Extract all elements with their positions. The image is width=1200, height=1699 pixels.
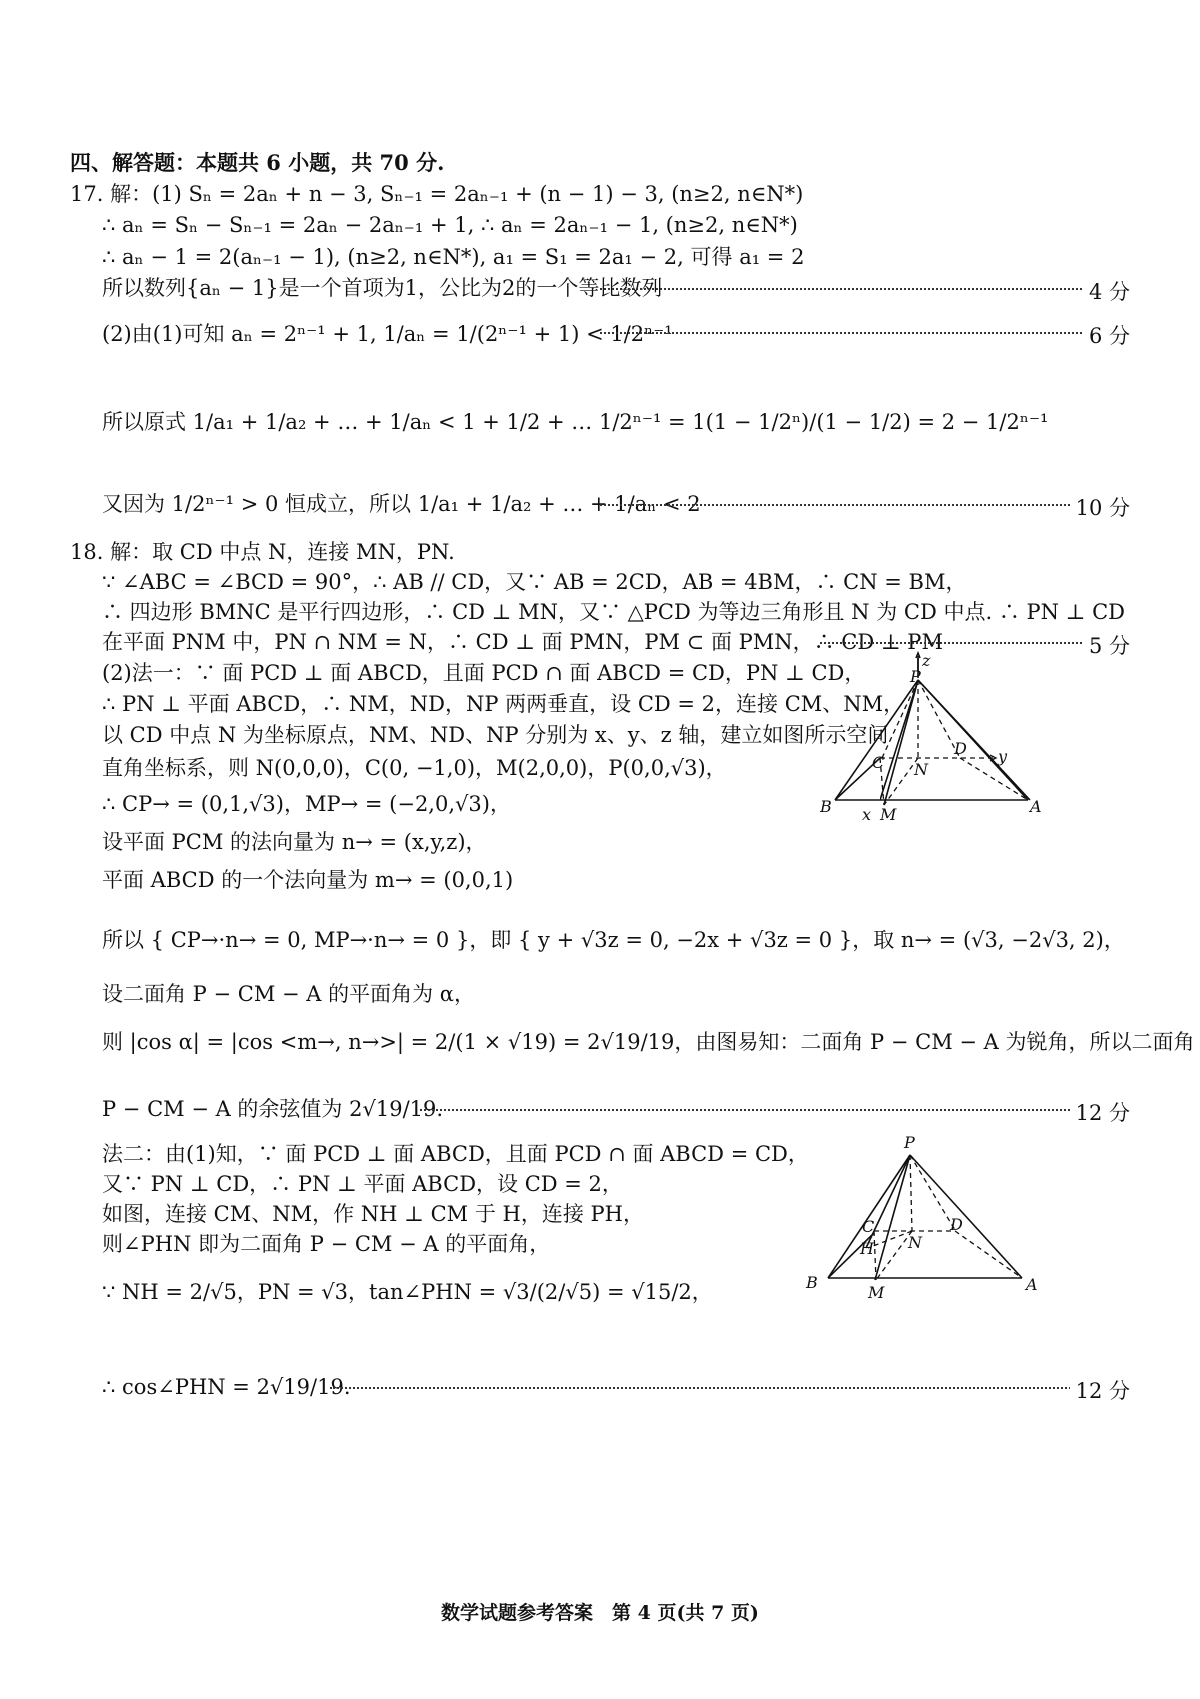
- point-label: x: [862, 805, 872, 824]
- text-line: 则∠PHN 即为二面角 P − CM − A 的平面角，: [102, 1232, 551, 1256]
- text-line: 则 |cos α| = |cos <m→, n→>| = 2/(1 × √19) = 2√19/19，由图易知：二面角 P − CM − A 为锐角，所以二面角: [102, 1030, 1195, 1054]
- text-line: ∴ cos∠PHN = 2√19/19.: [102, 1375, 351, 1399]
- score-leader: [330, 1375, 1130, 1405]
- text-line: 以 CD 中点 N 为坐标原点，NM、ND、NP 分别为 x、y、z 轴，建立如图所示空间: [102, 723, 889, 747]
- score: 12 分: [1070, 1097, 1130, 1127]
- text-line: 如图，连接 CM、NM，作 NH ⊥ CM 于 H，连接 PH，: [102, 1202, 644, 1226]
- point-label: B: [820, 797, 832, 816]
- point-label: M: [868, 1283, 885, 1302]
- text-line: P − CM − A 的余弦值为 2√19/19.: [102, 1097, 444, 1121]
- score-leader: [600, 276, 1130, 306]
- point-label: z: [922, 651, 931, 670]
- text-line: 法二：由(1)知，∵ 面 PCD ⊥ 面 ABCD，且面 PCD ∩ 面 ABCD = CD，: [102, 1142, 809, 1166]
- page-footer: 数学试题参考答案 第 4 页(共 7 页): [441, 1602, 759, 1624]
- text-line: 所以原式 1/a₁ + 1/a₂ + … + 1/aₙ < 1 + 1/2 + … 1/2ⁿ⁻¹ = 1(1 − 1/2ⁿ)/(1 − 1/2) = 2 − 1/2ⁿ⁻¹: [102, 410, 1049, 434]
- text-line: 直角坐标系，则 N(0,0,0)，C(0, −1,0)，M(2,0,0)，P(0,0,√3)，: [102, 756, 727, 780]
- score-leader: [420, 1097, 1130, 1127]
- score: 10 分: [1070, 492, 1130, 522]
- text-line: 又∵ PN ⊥ CD，∴ PN ⊥ 平面 ABCD，设 CD = 2，: [102, 1172, 623, 1196]
- point-label: D: [950, 1215, 963, 1234]
- point-label: y: [998, 747, 1008, 766]
- point-label: N: [914, 760, 928, 779]
- point-label: M: [880, 805, 897, 824]
- point-label: P: [910, 667, 921, 686]
- text-line: (2)法一：∵ 面 PCD ⊥ 面 ABCD，且面 PCD ∩ 面 ABCD = CD，PN ⊥ CD，: [102, 661, 866, 685]
- text-line: ∴ PN ⊥ 平面 ABCD，∴ NM，ND，NP 两两垂直，设 CD = 2，连接 CM、NM，: [102, 692, 905, 716]
- text-line: ∵ NH = 2/√5，PN = √3，tan∠PHN = √3/(2/√5) = √15/2，: [102, 1280, 713, 1304]
- text-line: ∴ aₙ = Sₙ − Sₙ₋₁ = 2aₙ − 2aₙ₋₁ + 1, ∴ aₙ = 2aₙ₋₁ − 1, (n≥2, n∈N*): [102, 213, 798, 237]
- score-leader: [600, 492, 1130, 522]
- score-leader: [600, 320, 1130, 350]
- text-line: 17. 解：(1) Sₙ = 2aₙ + n − 3, Sₙ₋₁ = 2aₙ₋₁ + (n − 1) − 3, (n≥2, n∈N*): [70, 182, 804, 206]
- text-line: ∵ ∠ABC = ∠BCD = 90°，∴ AB // CD，又∵ AB = 2CD，AB = 4BM，∴ CN = BM，: [102, 570, 967, 594]
- point-label: B: [806, 1273, 818, 1292]
- score: 6 分: [1083, 320, 1130, 350]
- pyramid-figure-2: [800, 1130, 1060, 1310]
- text-line: 所以 { CP→·n→ = 0, MP→·n→ = 0 }，即 { y + √3z = 0, −2x + √3z = 0 }，取 n→ = (√3, −2√3, 2)，: [102, 928, 1125, 952]
- text-line: (2)由(1)可知 aₙ = 2ⁿ⁻¹ + 1, 1/aₙ = 1/(2ⁿ⁻¹ + 1) < 1/2ⁿ⁻¹: [102, 322, 673, 346]
- text-line: ∴ CP→ = (0,1,√3)，MP→ = (−2,0,√3)，: [102, 792, 511, 816]
- section-title: 四、解答题：本题共 6 小题，共 70 分.: [70, 150, 445, 175]
- score: 12 分: [1070, 1375, 1130, 1405]
- point-label: A: [1026, 1275, 1038, 1294]
- point-label: P: [904, 1133, 915, 1152]
- point-label: H: [860, 1239, 874, 1258]
- point-label: C: [872, 753, 885, 772]
- point-label: N: [908, 1233, 922, 1252]
- point-label: A: [1030, 797, 1042, 816]
- point-label: C: [862, 1217, 875, 1236]
- score: 4 分: [1083, 276, 1130, 306]
- text-line: 在平面 PNM 中，PN ∩ NM = N，∴ CD ⊥ 面 PMN，PM ⊂ 面 PMN，∴ CD ⊥ PM: [102, 630, 943, 654]
- point-label: D: [954, 739, 967, 758]
- text-line: 平面 ABCD 的一个法向量为 m→ = (0,0,1): [102, 868, 514, 892]
- pyramid-figure-1: [820, 650, 1060, 830]
- text-line: 设二面角 P − CM − A 的平面角为 α，: [102, 982, 475, 1006]
- text-line: ∴ 四边形 BMNC 是平行四边形，∴ CD ⊥ MN，又∵ △PCD 为等边三角形且 N 为 CD 中点. ∴ PN ⊥ CD: [102, 600, 1126, 624]
- text-line: 又因为 1/2ⁿ⁻¹ > 0 恒成立，所以 1/a₁ + 1/a₂ + … + 1/aₙ < 2: [102, 492, 701, 516]
- text-line: 设平面 PCM 的法向量为 n→ = (x,y,z)，: [102, 830, 487, 854]
- text-line: ∴ aₙ − 1 = 2(aₙ₋₁ − 1), (n≥2, n∈N*), a₁ = S₁ = 2a₁ − 2, 可得 a₁ = 2: [102, 245, 805, 269]
- text-line: 18. 解：取 CD 中点 N，连接 MN，PN.: [70, 540, 455, 564]
- score: 5 分: [1083, 630, 1130, 660]
- text-line: 所以数列{aₙ − 1}是一个首项为1，公比为2的一个等比数列: [102, 276, 663, 300]
